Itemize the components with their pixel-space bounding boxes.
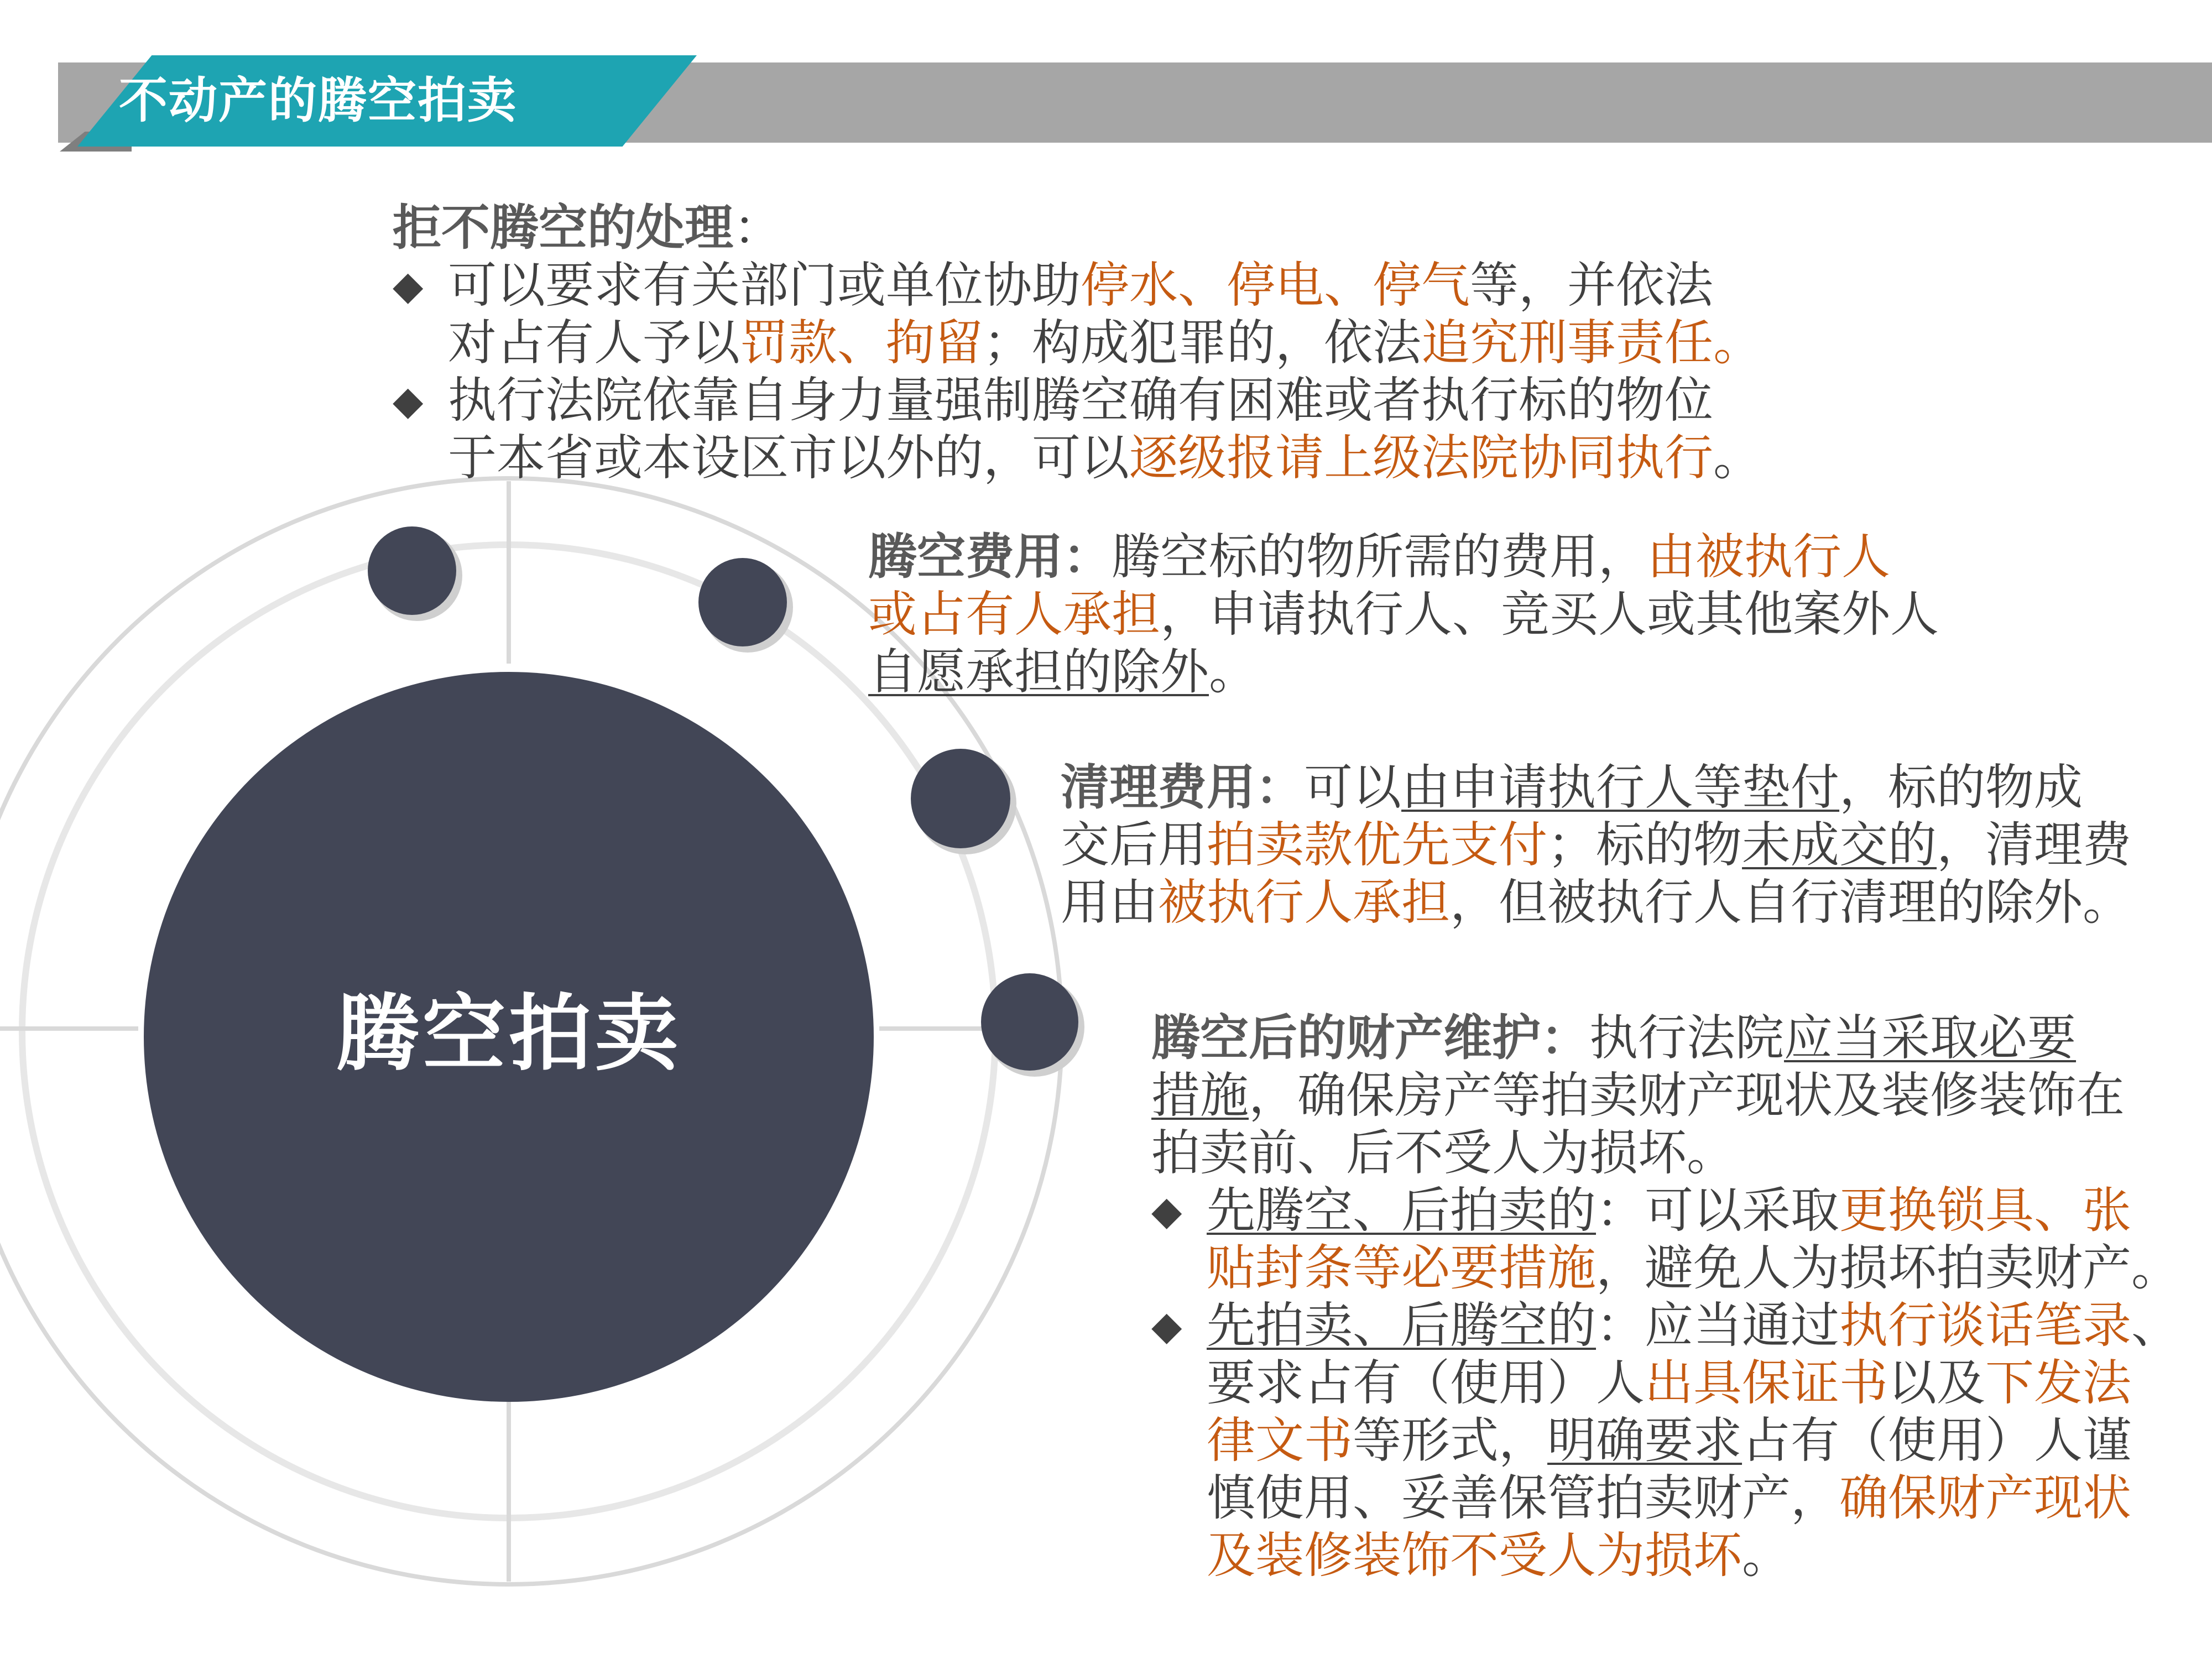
refuse-heading: 拒不腾空的处理 [393,199,734,256]
refuse-heading-colon: ： [733,199,782,256]
diamond-bullet-icon: ◆ [393,262,424,309]
section-clean: 清理费用：可以由申请执行人等垫付，标的物成 交后用拍卖款优先支付；标的物未成交的，清理费 用由被执行人承担，但被执行人自行清理的除外。 [1061,759,2132,931]
fee-heading: 腾空费用： [868,528,1112,585]
satellite-1 [368,526,462,621]
diamond-bullet-icon: ◆ [1151,1302,1182,1349]
refuse-bullet-2: ◆ 执行法院依靠自身力量强制腾空确有困难或者执行标的物位 于本省或本设区市以外的，可以逐级报请上级法院协同执行。 [393,372,1762,486]
page-title: 不动产的腾空拍卖 [119,72,518,129]
diamond-bullet-icon: ◆ [393,377,424,424]
hub-label: 腾空拍卖 [336,986,681,1082]
section-maintain: 腾空后的财产维护：执行法院应当采取必要 措施，确保房产等拍卖财产现状及装修装饰在 拍卖前、后不受人为损坏。 ◆ 先腾空、后拍卖的：可以采取更换锁具、张 贴封条等必要措施，避免人为损坏拍卖财产。 ◆ 先拍卖、后腾空的：应当通过执行谈话笔录、 要求占有（使用）人出具保证书以及下发法 律文书等形式，明确要求占有（使用）人谨 慎使用、妥善保管拍卖财产，确保财产现状 及装修装饰不受人为损坏。 [1151,1009,2180,1584]
section-refuse [393,199,1762,487]
refuse-bullet-1: ◆ 可以要求有关部门或单位协助停水、停电、停气等，并依法 对占有人予以罚款、拘留；构成犯罪的，依法追究刑事责任。 [393,257,1762,371]
maintain-bullet-1: ◆ 先腾空、后拍卖的：可以采取更换锁具、张 贴封条等必要措施，避免人为损坏拍卖财产。 [1151,1182,2180,1296]
diamond-bullet-icon: ◆ [1151,1187,1182,1234]
maintain-bullet-2: ◆ 先拍卖、后腾空的：应当通过执行谈话笔录、 要求占有（使用）人出具保证书以及下发法 律文书等形式，明确要求占有（使用）人谨 慎使用、妥善保管拍卖财产，确保财产现状 及装修装饰不受人为损坏。 [1151,1297,2180,1584]
refuse-heading-line [393,199,1762,257]
maintain-heading: 腾空后的财产维护： [1151,1009,1590,1066]
satellite-3 [911,749,1016,854]
clean-heading: 清理费用： [1061,759,1305,816]
section-fee: 腾空费用：腾空标的物所需的费用，由被执行人 或占有人承担，申请执行人、竞买人或其他案外人 自愿承担的除外。 [868,528,1939,700]
satellite-2 [698,558,793,653]
